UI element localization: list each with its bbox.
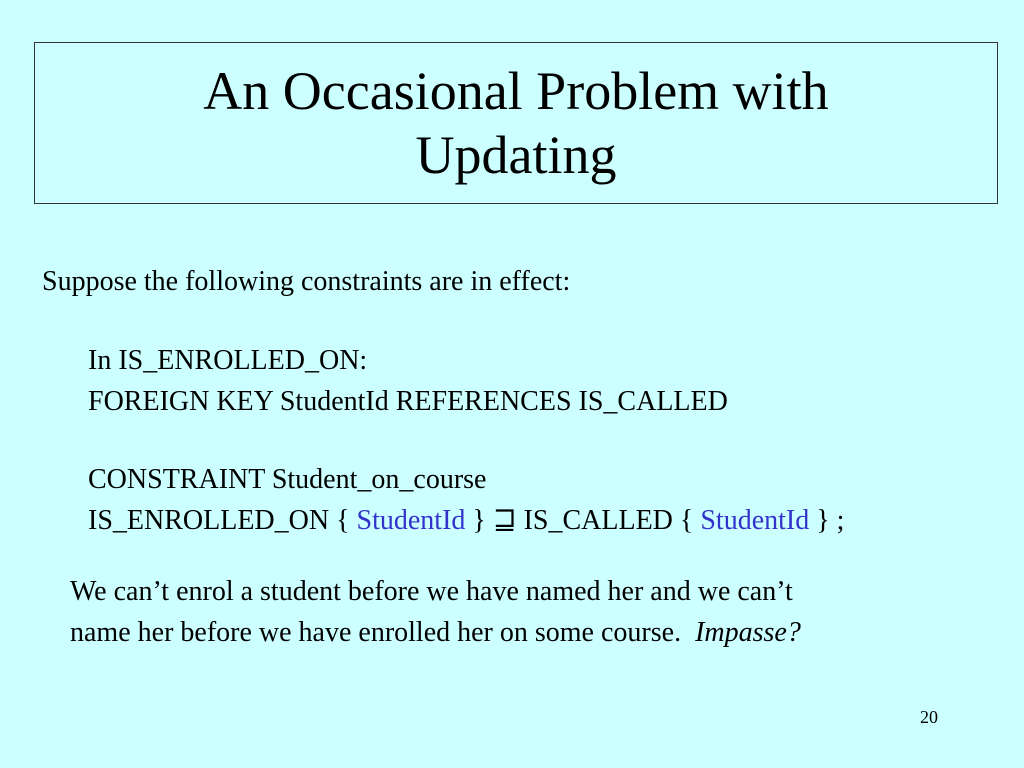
slide-title-line-1: An Occasional Problem with bbox=[203, 61, 829, 121]
title-box bbox=[34, 42, 998, 204]
expr-part3: IS_CALLED { bbox=[516, 505, 701, 536]
constraint1-line1: In IS_ENROLLED_ON: bbox=[88, 345, 368, 376]
conclusion-line1: We can’t enrol a student before we have named her and we can’t bbox=[70, 576, 793, 607]
constraint2-expression bbox=[88, 504, 844, 538]
impasse-text: Impasse? bbox=[695, 617, 801, 648]
slide-title bbox=[203, 59, 828, 187]
superset-symbol: ⊒ bbox=[492, 505, 517, 536]
constraint2-line1: CONSTRAINT Student_on_course bbox=[88, 464, 487, 495]
expr-part4: } ; bbox=[809, 505, 845, 536]
conclusion-line2 bbox=[70, 616, 801, 650]
expr-attr1: StudentId bbox=[356, 505, 466, 536]
intro-text: Suppose the following constraints are in effect: bbox=[42, 266, 571, 297]
page-number: 20 bbox=[920, 707, 938, 727]
constraint1-line2: FOREIGN KEY StudentId REFERENCES IS_CALLED bbox=[88, 386, 728, 417]
expr-part1: IS_ENROLLED_ON { bbox=[88, 505, 357, 536]
slide-title-line-2: Updating bbox=[415, 125, 617, 185]
expr-part2: } bbox=[465, 505, 493, 536]
expr-attr2: StudentId bbox=[700, 505, 810, 536]
conclusion-text: name her before we have enrolled her on some course. bbox=[70, 617, 682, 648]
